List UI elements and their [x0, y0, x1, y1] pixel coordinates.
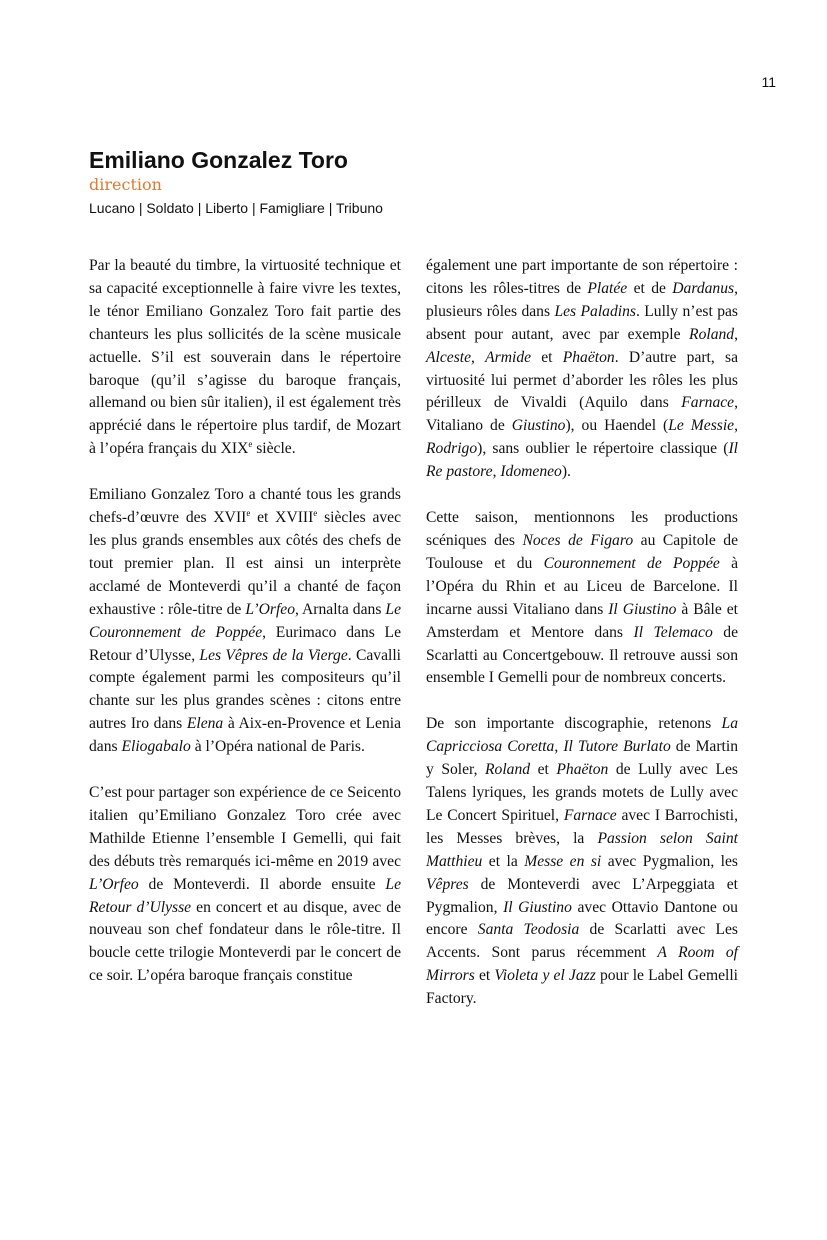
- artist-name: Emiliano Gonzalez Toro: [89, 147, 348, 173]
- role-list: Lucano | Soldato | Liberto | Famigliare | Tribuno: [89, 200, 383, 216]
- bio-paragraph: C’est pour partager son expérience de ce Seicento italien qu’Emiliano Gonzalez Toro crée avec Mathilde Etienne l’ensemble I Gemelli, qui fait des débuts très remarqués ici-même en 2019 avec L’Orfeo de Monteverdi. Il aborde ensuite Le Retour d’Ulysse en concert et au disque, avec de nouveau son chef fondateur dans le rôle-titre. Il boucle cette trilogie Monteverdi par le concert de ce soir. L’opéra baroque français constitue: [89, 784, 401, 985]
- artist-role: direction: [89, 175, 162, 194]
- page-number: 11: [761, 74, 776, 90]
- right-column: [426, 255, 738, 1034]
- bio-paragraph: De son importante discographie, retenons La Capricciosa Coretta, Il Tutore Burlato de Martin y Soler, Roland et Phaëton de Lully avec Les Talens lyriques, les grands motets de Lully avec Le Concert Spirituel, Farnace avec I Barrochisti, les Messes brèves, la Passion selon Saint Matthieu et la Messe en si avec Pygmalion, les Vêpres de Monteverdi avec L’Arpeggiata et Pygmalion, Il Giustino avec Ottavio Dantone ou encore Santa Teodosia de Scarlatti avec Les Accents. Sont parus récemment A Room of Mirrors et Violeta y el Jazz pour le Label Gemelli Factory.: [426, 715, 739, 1008]
- bio-paragraph: Par la beauté du timbre, la virtuosité technique et sa capacité exceptionnelle à faire vivre les textes, le ténor Emiliano Gonzalez Toro fait partie des chanteurs les plus sollicités de la scène musicale actuelle. S’il est souverain dans le répertoire baroque (qu’il s’agisse du baroque français, allemand ou bien sûr italien), il est également très apprécié dans le répertoire plus tardif, de Mozart à l’opéra français du XIXe siècle.: [89, 257, 401, 458]
- bio-paragraph: Cette saison, mentionnons les productions scéniques des Noces de Figaro au Capitole de Toulouse et du Couronnement de Poppée à l’Opéra du Rhin et au Liceu de Barcelone. Il incarne aussi Vitaliano dans Il Giustino à Bâle et Amsterdam et Mentore dans Il Telemaco de Scarlatti au Concertgebouw. Il retrouve aussi son ensemble I Gemelli pour de nombreux concerts.: [426, 509, 739, 687]
- bio-paragraph: également une part importante de son répertoire : citons les rôles-titres de Platée et de Dardanus, plusieurs rôles dans Les Paladins. Lully n’est pas absent pour autant, avec par exemple Roland, Alceste, Armide et Phaëton. D’autre part, sa virtuosité lui permet d’aborder les rôles les plus périlleux de Vivaldi (Aquilo dans Farnace, Vitaliano de Giustino), ou Haendel (Le Messie, Rodrigo), sans oublier le répertoire classique (Il Re pastore, Idomeneo).: [426, 257, 739, 481]
- bio-paragraph: Emiliano Gonzalez Toro a chanté tous les grands chefs-d’œuvre des XVIIe et XVIIIe siècles avec les plus grands ensembles aux côtés des chefs de tout premier plan. Il est ainsi un interprète acclamé de Monteverdi qu’il a chanté de façon exhaustive : rôle-titre de L’Orfeo, Arnalta dans Le Couronnement de Poppée, Eurimaco dans Le Retour d’Ulysse, Les Vêpres de la Vierge. Cavalli compte également parmi les compositeurs qu’il chante sur les plus grandes scènes : citons entre autres Iro dans Elena à Aix-en-Provence et Lenia dans Eliogabalo à l’Opéra national de Paris.: [89, 486, 402, 756]
- artist-header: [89, 146, 383, 218]
- left-column: [89, 255, 401, 1011]
